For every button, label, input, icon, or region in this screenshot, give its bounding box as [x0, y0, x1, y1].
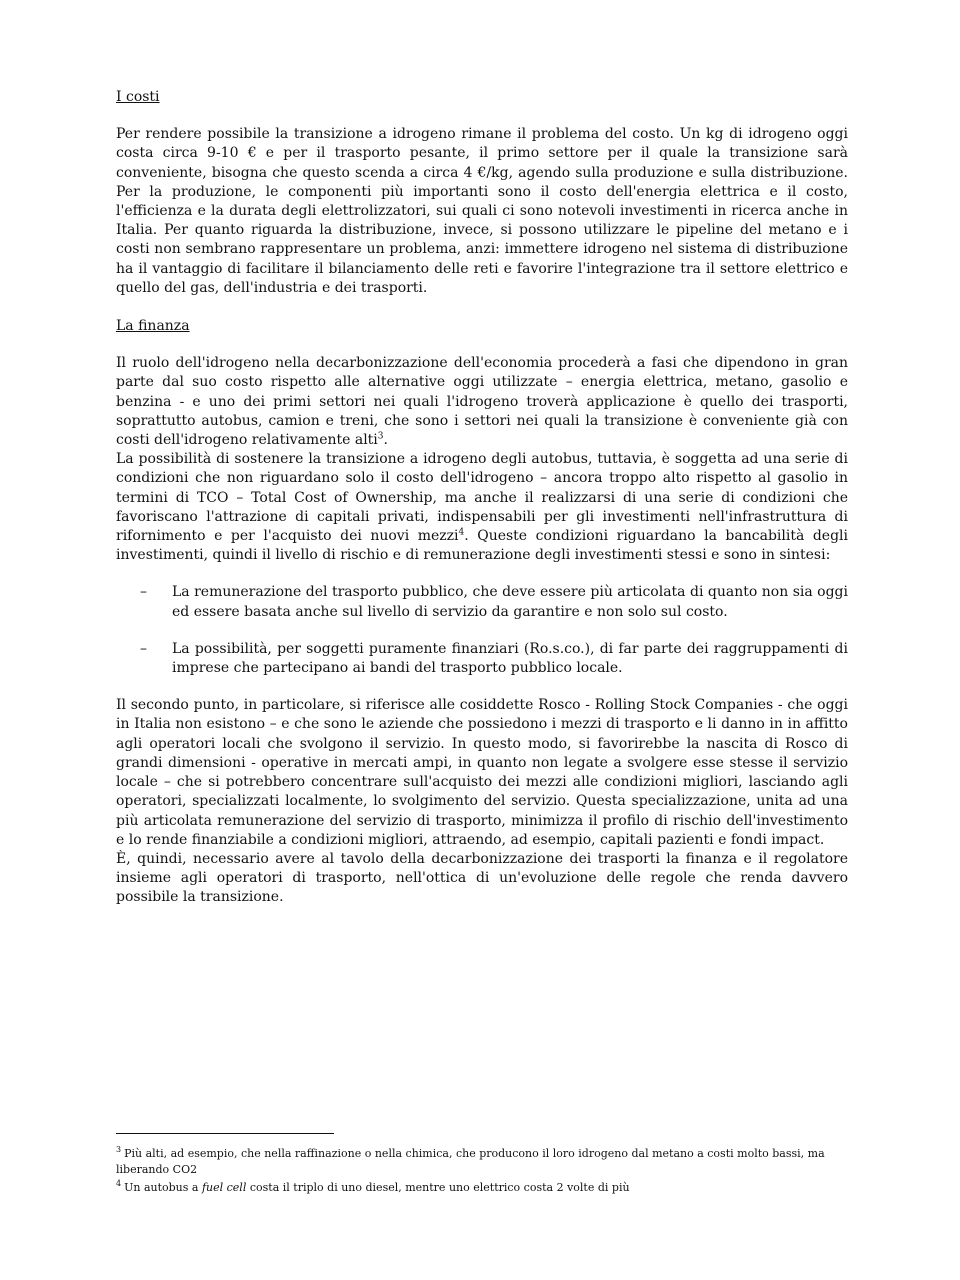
- footnote-italic-term: fuel cell: [201, 1181, 247, 1194]
- finance-paragraph-1: [116, 354, 848, 450]
- footnote-number: 4: [116, 1179, 122, 1189]
- costs-paragraph: Per rendere possibile la transizione a idrogeno rimane il problema del costo. Un kg di idrogeno oggi costa circa 9-10 € e per il trasporto pesante, il primo settore per il quale la transizione sarà conveniente, bisogna che questo scenda a circa 4 €/kg, agendo sulla produzione e sulla distribuzione. Per la produzione, le componenti più importanti sono il costo dell'energia elettrica e il costo, l'efficienza e la durata degli elettrolizzatori, sui quali ci sono notevoli investimenti in ricerca anche in Italia. Per quanto riguarda la distribuzione, invece, si possono utilizzare le pipeline del metano e i costi non sembrano rappresentare un problema, anzi: immettere idrogeno nel sistema di distribuzione ha il vantaggio di facilitare il bilanciamento delle reti e favorire l'integrazione tra il settore elettrico e quello del gas, dell'industria e dei trasporti.: [116, 126, 848, 296]
- finance-paragraph-2: [116, 450, 848, 565]
- footnote-text-continued: costa il triplo di uno diesel, mentre uno elettrico costa 2 volte di più: [246, 1181, 630, 1194]
- section-heading-finance: La finanza: [116, 318, 190, 335]
- list-item: [116, 640, 848, 678]
- list-item: [116, 583, 848, 621]
- footnote-4: [116, 1180, 848, 1196]
- dash-bullet-icon: –: [140, 640, 147, 657]
- footnote-ref-4[interactable]: 4: [458, 527, 465, 538]
- list-item-text: La remunerazione del trasporto pubblico, che deve essere più articolata di quanto non sia oggi ed essere basata anche sul livello di servizio da garantire e non solo sul costo.: [172, 584, 848, 620]
- footnote-divider: [116, 1133, 334, 1134]
- footnotes: [116, 1133, 848, 1199]
- document-body: [116, 88, 848, 908]
- section-heading-costs: I costi: [116, 89, 160, 105]
- paragraph-text: La possibilità di sostenere la transizione a idrogeno degli autobus, tuttavia, è soggetta ad una serie di condizioni che non riguardano solo il costo dell'idrogeno – ancora troppo alto rispetto al gasolio in termini di TCO – Total Cost of Ownership, ma anche il realizzarsi di una serie di condizioni che favoriscano l'attrazione di capitali privati, indispensabili per gli investimenti nell'infrastruttura di rifornimento e per l'acquisto dei nuovi mezzi: [116, 451, 848, 545]
- finance-paragraph-3: Il secondo punto, in particolare, si riferisce alle cosiddette Rosco - Rolling Stock Companies - che oggi in Italia non esistono – e che sono le aziende che possiedono i mezzi di trasporto e li danno in in affitto agli operatori locali che svolgono il servizio. In questo modo, si favorirebbe la nascita di Rosco di grandi dimensioni - operative in mercati ampi, in quanto non legate a svolgere esse stesse il servizio locale – che si potrebbero concentrare sull'acquisto dei mezzi alle condizioni migliori, lasciando agli operatori, specializzati localmente, lo svolgimento del servizio. Questa specializzazione, unita ad una più articolata remunerazione del servizio di trasporto, minimizza il profilo di rischio dell'investimento e lo rende finanziabile a condizioni migliori, attraendo, ad esempio, capitali pazienti e fondi impact.: [116, 697, 848, 848]
- footnote-text: Un autobus a: [124, 1181, 202, 1194]
- list-item-text: La possibilità, per soggetti puramente finanziari (Ro.s.co.), di far parte dei raggruppamenti di imprese che partecipano ai bandi del trasporto pubblico locale.: [172, 640, 848, 677]
- footnote-ref-3[interactable]: 3: [377, 431, 384, 442]
- footnote-3: [116, 1146, 848, 1177]
- footnote-number: 3: [116, 1145, 122, 1155]
- dash-bullet-icon: –: [140, 584, 147, 601]
- finance-paragraph-4: È, quindi, necessario avere al tavolo della decarbonizzazione dei trasporti la finanza e il regolatore insieme agli operatori di trasporto, nell'ottica di un'evoluzione delle regole che renda davvero possibile la transizione.: [116, 850, 848, 906]
- paragraph-text: Il ruolo dell'idrogeno nella decarbonizzazione dell'economia procederà a fasi che dipendono in gran parte dal suo costo rispetto alle alternative oggi utilizzate – energia elettrica, metano, gasolio e benzina - e uno dei primi settori nei quali l'idrogeno troverà applicazione è quello dei trasporti, soprattutto autobus, camion e treni, che sono i settori nei quali la transizione è conveniente già con costi dell'idrogeno relativamente alti: [116, 355, 848, 449]
- paragraph-text-continued: . Queste condizioni riguardano la bancabilità degli investimenti, quindi il livello di rischio e di remunerazione degli investimenti stessi e sono in sintesi:: [116, 528, 848, 564]
- paragraph-end: .: [383, 432, 388, 449]
- conditions-list: [116, 583, 848, 678]
- footnote-text: Più alti, ad esempio, che nella raffinazione o nella chimica, che producono il loro idrogeno dal metano a costi molto bassi, ma liberando CO2: [116, 1147, 825, 1176]
